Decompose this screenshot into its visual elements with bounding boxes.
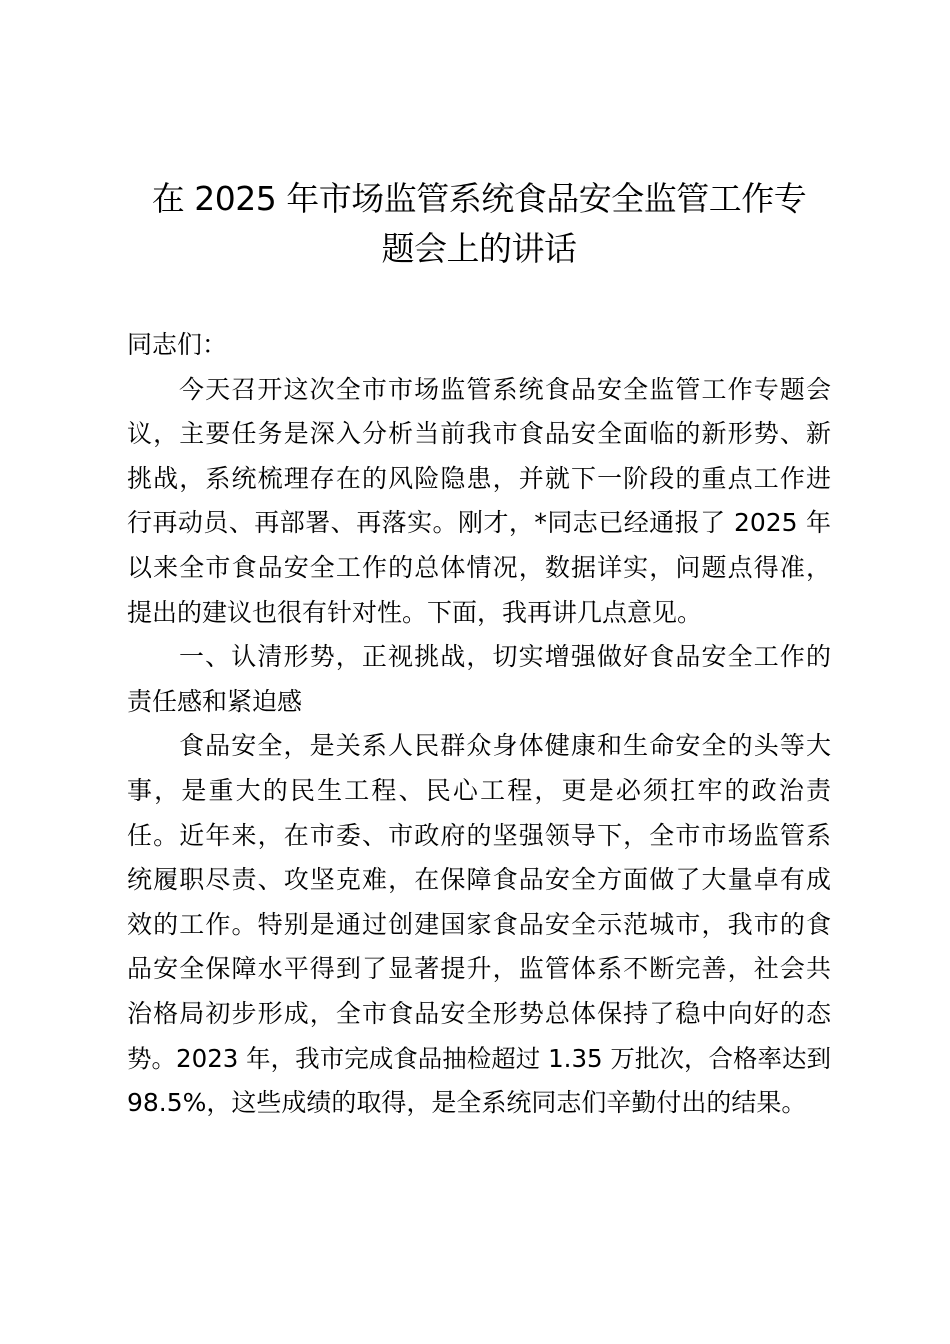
- paragraph-line: 统履职尽责、攻坚克难，在保障食品安全方面做了大量卓有成: [127, 865, 831, 895]
- paragraph-food-safety: [127, 724, 831, 1125]
- paragraph-line: 效的工作。特别是通过创建国家食品安全示范城市，我市的食: [127, 909, 831, 939]
- paragraph-intro: [127, 368, 831, 636]
- heading-line: 一、认清形势，正视挑战，切实增强做好食品安全工作的: [179, 642, 831, 672]
- paragraph-line: 今天召开这次全市市场监管系统食品安全监管工作专题会: [179, 374, 831, 404]
- paragraph-line: 食品安全，是关系人民群众身体健康和生命安全的头等大: [179, 731, 831, 761]
- paragraph-line: 提出的建议也很有针对性。下面，我再讲几点意见。: [127, 597, 703, 627]
- paragraph-line: 议，主要任务是深入分析当前我市食品安全面临的新形势、新: [127, 419, 831, 449]
- paragraph-line: 98.5%，这些成绩的取得，是全系统同志们辛勤付出的结果。: [127, 1088, 807, 1118]
- paragraph-line: 品安全保障水平得到了显著提升，监管体系不断完善，社会共: [127, 954, 831, 984]
- title-line: 题会上的讲话: [381, 229, 577, 268]
- paragraph-line: 治格局初步形成，全市食品安全形势总体保持了稳中向好的态: [127, 998, 831, 1028]
- paragraph-line: 挑战，系统梳理存在的风险隐患，并就下一阶段的重点工作进: [127, 463, 831, 493]
- paragraph-line: 事，是重大的民生工程、民心工程，更是必须扛牢的政治责: [127, 775, 831, 805]
- paragraph-line: 以来全市食品安全工作的总体情况，数据详实，问题点得准，: [127, 552, 831, 582]
- section-heading-1: [127, 635, 831, 724]
- title-line: 在 2025 年市场监管系统食品安全监管工作专: [151, 179, 807, 218]
- salutation-text: 同志们：: [127, 330, 228, 359]
- paragraph-line: 行再动员、再部署、再落实。刚才，*同志已经通报了 2025 年: [127, 508, 831, 538]
- paragraph-line: 任。近年来，在市委、市政府的坚强领导下，全市市场监管系: [127, 820, 831, 850]
- document-title: [127, 174, 831, 274]
- document-body: [127, 323, 831, 1126]
- salutation: [127, 323, 831, 368]
- heading-line: 责任感和紧迫感: [127, 686, 303, 716]
- paragraph-line: 势。2023 年，我市完成食品抽检超过 1.35 万批次，合格率达到: [127, 1043, 831, 1073]
